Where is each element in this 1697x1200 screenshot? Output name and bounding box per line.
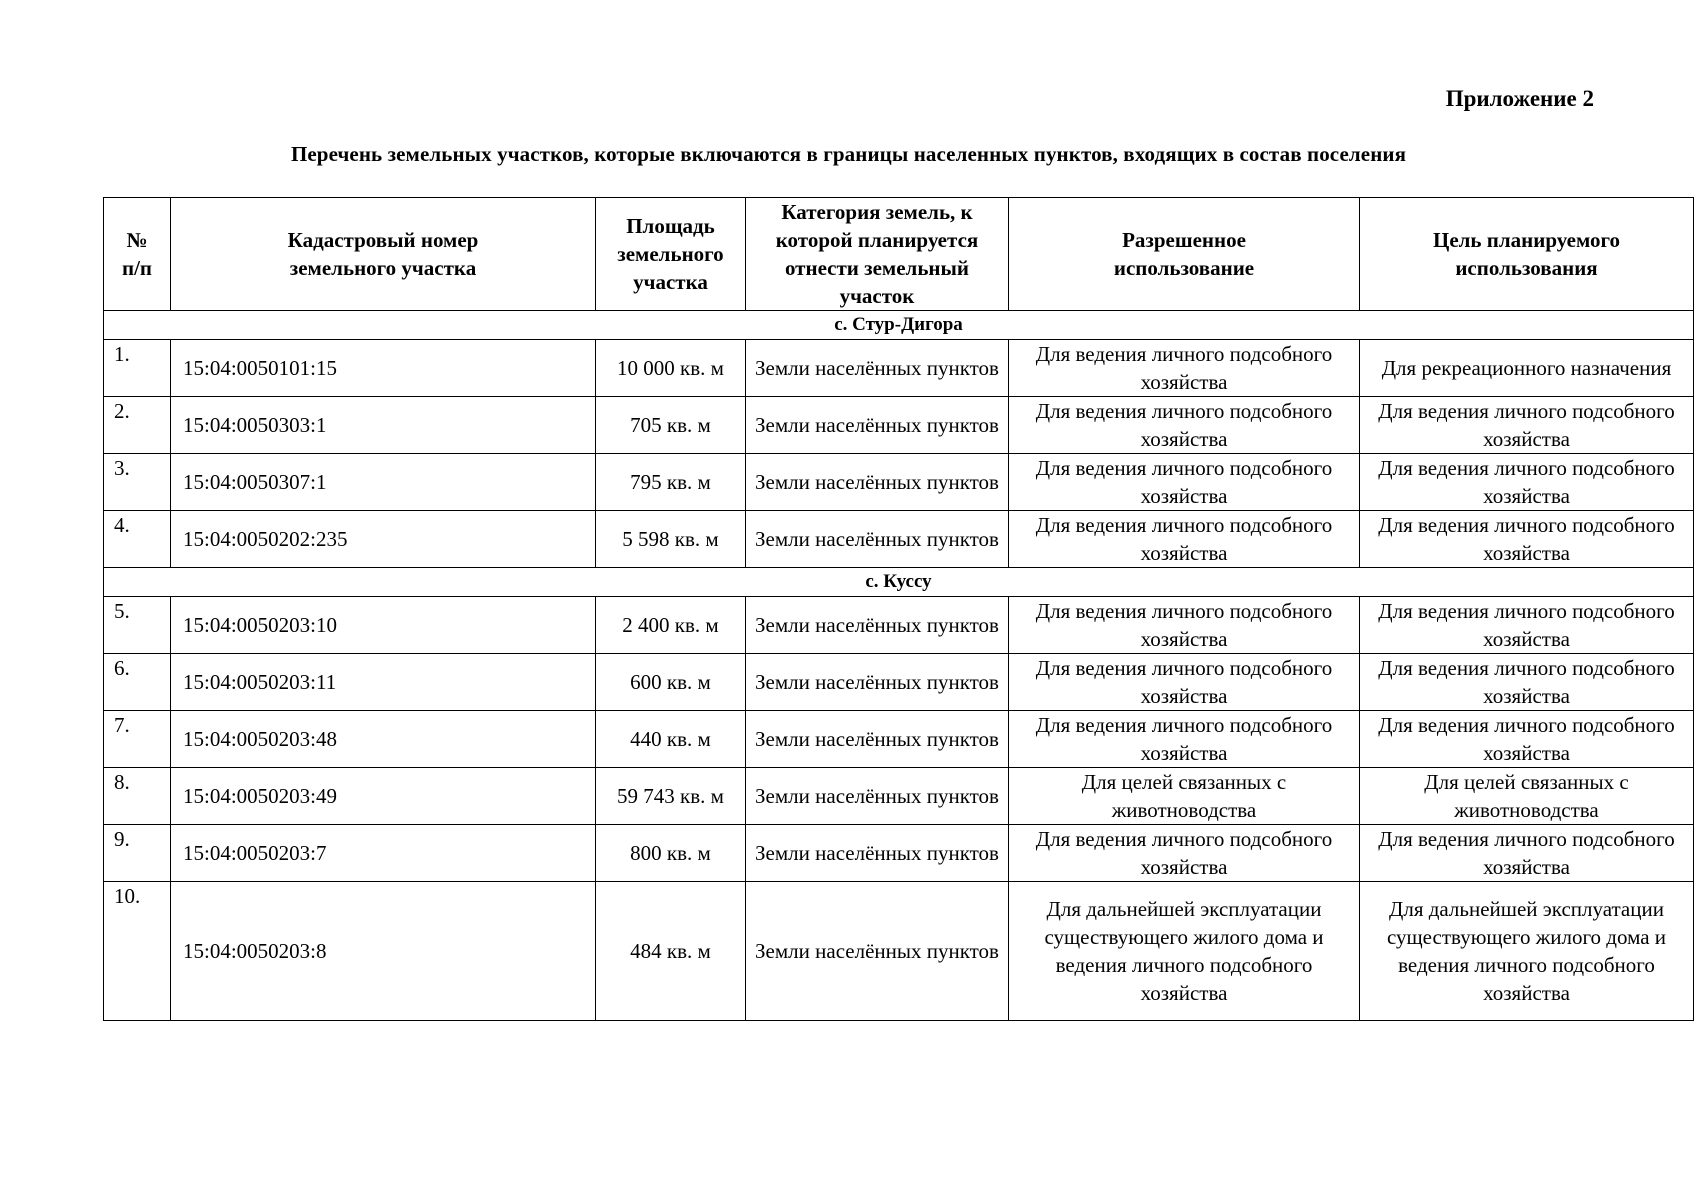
column-header-cadastral (171, 198, 596, 311)
plot-area-cell: 484 кв. м (596, 882, 746, 1021)
column-header-number (104, 198, 171, 311)
planned-purpose-cell: Для ведения личного подсобного хозяйства (1360, 654, 1694, 711)
column-header-area (596, 198, 746, 311)
row-number-cell: 3. (104, 454, 171, 511)
cadastral-number-cell: 15:04:0050203:48 (171, 711, 596, 768)
plot-area-cell: 2 400 кв. м (596, 597, 746, 654)
cadastral-number-cell: 15:04:0050101:15 (171, 340, 596, 397)
land-category-cell: Земли населённых пунктов (746, 454, 1009, 511)
land-category-cell: Земли населённых пунктов (746, 654, 1009, 711)
planned-purpose-cell: Для ведения личного подсобного хозяйства (1360, 711, 1694, 768)
permitted-use-cell: Для ведения личного подсобного хозяйства (1009, 711, 1360, 768)
plot-area-cell: 795 кв. м (596, 454, 746, 511)
cadastral-number-cell: 15:04:0050202:235 (171, 511, 596, 568)
plot-area-cell: 705 кв. м (596, 397, 746, 454)
planned-purpose-cell: Для целей связанных с животноводства (1360, 768, 1694, 825)
table-row (104, 711, 1694, 768)
land-category-cell: Земли населённых пунктов (746, 340, 1009, 397)
table-body (104, 311, 1694, 1021)
cadastral-number-cell: 15:04:0050203:7 (171, 825, 596, 882)
table-row (104, 511, 1694, 568)
row-number-cell: 4. (104, 511, 171, 568)
row-number-cell: 5. (104, 597, 171, 654)
row-number-cell: 8. (104, 768, 171, 825)
permitted-use-cell: Для ведения личного подсобного хозяйства (1009, 340, 1360, 397)
table-row (104, 597, 1694, 654)
land-category-cell: Земли населённых пунктов (746, 397, 1009, 454)
table-row (104, 454, 1694, 511)
header-text: № п/п (121, 228, 153, 280)
table-header-row (104, 198, 1694, 311)
row-number-cell: 6. (104, 654, 171, 711)
cadastral-number-cell: 15:04:0050203:11 (171, 654, 596, 711)
land-category-cell: Земли населённых пунктов (746, 711, 1009, 768)
land-category-cell: Земли населённых пунктов (746, 597, 1009, 654)
land-category-cell: Земли населённых пунктов (746, 768, 1009, 825)
cadastral-number-cell: 15:04:0050303:1 (171, 397, 596, 454)
permitted-use-cell: Для ведения личного подсобного хозяйства (1009, 597, 1360, 654)
plot-area-cell: 440 кв. м (596, 711, 746, 768)
permitted-use-cell: Для ведения личного подсобного хозяйства (1009, 397, 1360, 454)
header-text: Цель планируемого использования (1433, 228, 1620, 280)
planned-purpose-cell: Для ведения личного подсобного хозяйства (1360, 454, 1694, 511)
section-row (104, 311, 1694, 340)
planned-purpose-cell: Для ведения личного подсобного хозяйства (1360, 397, 1694, 454)
planned-purpose-cell: Для ведения личного подсобного хозяйства (1360, 511, 1694, 568)
section-title: с. Куссу (104, 568, 1694, 597)
plot-area-cell: 5 598 кв. м (596, 511, 746, 568)
cadastral-number-cell: 15:04:0050203:49 (171, 768, 596, 825)
table-row (104, 397, 1694, 454)
header-text: Кадастровый номер земельного участка (287, 228, 479, 280)
row-number-cell: 7. (104, 711, 171, 768)
table-row (104, 654, 1694, 711)
plot-area-cell: 600 кв. м (596, 654, 746, 711)
table-row (104, 768, 1694, 825)
permitted-use-cell: Для целей связанных с животноводства (1009, 768, 1360, 825)
planned-purpose-cell: Для ведения личного подсобного хозяйства (1360, 597, 1694, 654)
plot-area-cell: 10 000 кв. м (596, 340, 746, 397)
table-row (104, 882, 1694, 1021)
permitted-use-cell: Для ведения личного подсобного хозяйства (1009, 654, 1360, 711)
planned-purpose-cell: Для ведения личного подсобного хозяйства (1360, 825, 1694, 882)
row-number-cell: 10. (104, 882, 171, 1021)
header-text: Площадь земельного участка (617, 214, 724, 294)
cadastral-number-cell: 15:04:0050307:1 (171, 454, 596, 511)
land-category-cell: Земли населённых пунктов (746, 825, 1009, 882)
permitted-use-cell: Для ведения личного подсобного хозяйства (1009, 454, 1360, 511)
planned-purpose-cell: Для дальнейшей эксплуатации существующего жилого дома и ведения личного подсобного хозяйства (1360, 882, 1694, 1021)
land-category-cell: Земли населённых пунктов (746, 882, 1009, 1021)
appendix-label: Приложение 2 (1445, 86, 1594, 111)
column-header-category (746, 198, 1009, 311)
cadastral-number-cell: 15:04:0050203:8 (171, 882, 596, 1021)
table-row (104, 825, 1694, 882)
section-title: с. Стур-Дигора (104, 311, 1694, 340)
row-number-cell: 9. (104, 825, 171, 882)
header-text: Разрешенное использование (1113, 228, 1255, 280)
plot-area-cell: 59 743 кв. м (596, 768, 746, 825)
permitted-use-cell: Для дальнейшей эксплуатации существующего жилого дома и ведения личного подсобного хозяйства (1009, 882, 1360, 1021)
column-header-planned-purpose (1360, 198, 1694, 311)
land-category-cell: Земли населённых пунктов (746, 511, 1009, 568)
planned-purpose-cell: Для рекреационного назначения (1360, 340, 1694, 397)
permitted-use-cell: Для ведения личного подсобного хозяйства (1009, 511, 1360, 568)
row-number-cell: 1. (104, 340, 171, 397)
section-row (104, 568, 1694, 597)
plot-area-cell: 800 кв. м (596, 825, 746, 882)
column-header-permitted-use (1009, 198, 1360, 311)
table-row (104, 340, 1694, 397)
row-number-cell: 2. (104, 397, 171, 454)
permitted-use-cell: Для ведения личного подсобного хозяйства (1009, 825, 1360, 882)
cadastral-number-cell: 15:04:0050203:10 (171, 597, 596, 654)
document-title: Перечень земельных участков, которые включаются в границы населенных пунктов, входящих в состав поселения (290, 142, 1407, 166)
land-plots-table (103, 197, 1694, 1021)
header-text: Категория земель, к которой планируется отнести земельный участок (775, 200, 979, 308)
